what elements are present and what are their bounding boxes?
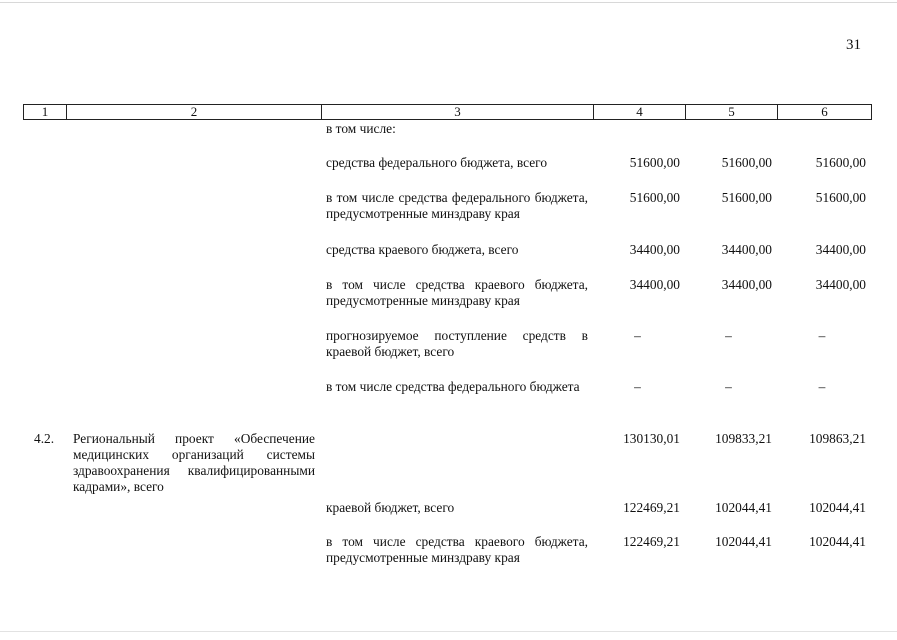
value-col-6: – — [818, 328, 826, 343]
value-col-5: – — [725, 328, 732, 343]
value-col-6: 34400,00 — [815, 277, 866, 292]
value-col-4: – — [634, 328, 641, 343]
value-col-5: 109833,21 — [715, 431, 772, 446]
row-description: в том числе средства краевого бюджета, предусмотренные минздраву края — [326, 534, 588, 565]
value-col-5: 102044,41 — [715, 500, 772, 515]
value-col-6: 102044,41 — [809, 534, 866, 549]
value-col-4: – — [634, 379, 641, 394]
column-header-row — [23, 104, 872, 120]
value-col-6: 34400,00 — [815, 242, 866, 257]
page-number: 31 — [846, 37, 861, 53]
row-description: в том числе средства федерального бюджета — [326, 379, 580, 394]
column-header-6: 6 — [778, 105, 872, 120]
row-description: краевой бюджет, всего — [326, 500, 455, 515]
value-col-5: 34400,00 — [721, 242, 772, 257]
column-header-4: 4 — [594, 105, 686, 120]
row-description: в том числе средства федерального бюджета, предусмотренные минздраву края — [326, 190, 588, 221]
column-header-1: 1 — [24, 105, 67, 120]
value-col-5: 51600,00 — [721, 190, 772, 205]
value-col-5: 51600,00 — [721, 155, 772, 170]
value-col-5: 34400,00 — [721, 277, 772, 292]
value-col-5: 102044,41 — [715, 534, 772, 549]
value-col-6: 102044,41 — [809, 500, 866, 515]
value-col-6: – — [818, 379, 826, 394]
value-col-4: 34400,00 — [629, 242, 680, 257]
value-col-4: 51600,00 — [629, 190, 680, 205]
value-col-6: 51600,00 — [815, 155, 866, 170]
value-col-4: 122469,21 — [623, 534, 680, 549]
value-col-4: 122469,21 — [623, 500, 680, 515]
row-description: прогнозируемое поступление средств в краевой бюджет, всего — [326, 328, 588, 359]
row-description: средства федерального бюджета, всего — [326, 155, 548, 170]
value-col-4: 130130,01 — [623, 431, 680, 446]
column-header-5: 5 — [686, 105, 778, 120]
value-col-6: 51600,00 — [815, 190, 866, 205]
row-description: в том числе средства краевого бюджета, предусмотренные минздраву края — [326, 277, 588, 308]
top-note: в том числе: — [326, 121, 396, 136]
scan-edge-top — [0, 2, 897, 3]
project-name: Региональный проект «Обеспечение медицинских организаций системы здравоохранения квалифицированными кадрами», всего — [73, 431, 315, 494]
row-description: средства краевого бюджета, всего — [326, 242, 519, 257]
project-number: 4.2. — [34, 431, 55, 446]
value-col-4: 34400,00 — [629, 277, 680, 292]
scan-edge-bottom — [0, 631, 897, 632]
value-col-6: 109863,21 — [809, 431, 866, 446]
value-col-5: – — [725, 379, 732, 394]
value-col-4: 51600,00 — [629, 155, 680, 170]
column-header-2: 2 — [67, 105, 322, 120]
column-header-3: 3 — [322, 105, 594, 120]
